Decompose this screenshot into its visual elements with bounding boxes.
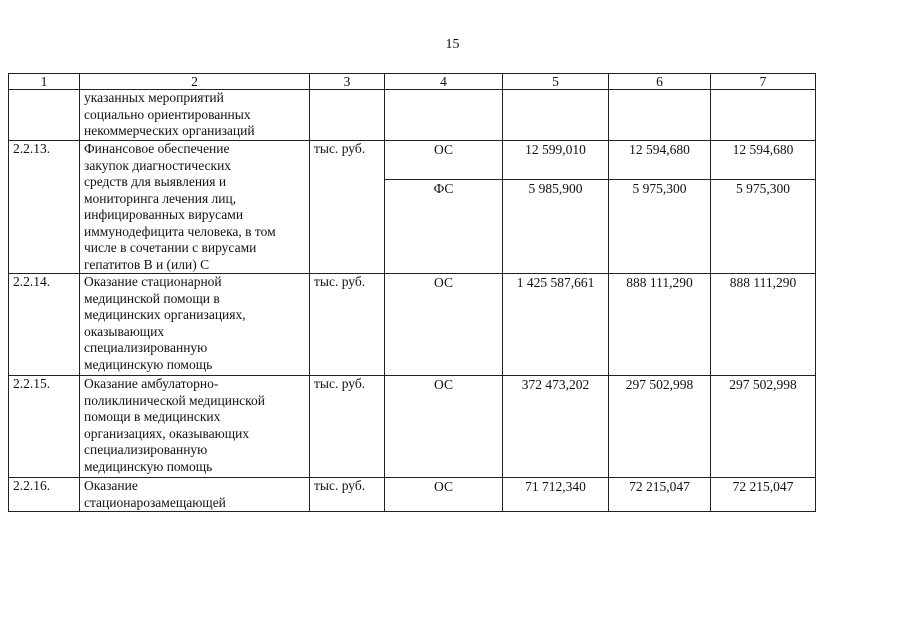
value-text: 372 473,202 <box>521 377 590 392</box>
row-value-col6 <box>609 179 711 273</box>
table-row-2-2-14 <box>9 274 816 376</box>
column-header-1: 1 <box>9 74 80 90</box>
value-text: 12 594,680 <box>732 142 794 157</box>
row-unit-cell: тыс. руб. <box>310 376 385 478</box>
value-text: 5 975,300 <box>632 180 687 196</box>
description-line: специализированную <box>84 340 208 355</box>
row-number-cell <box>9 90 80 141</box>
value-text: 297 502,998 <box>729 377 797 392</box>
row-description-cell <box>80 90 310 141</box>
description-line: Оказание амбулаторно- <box>84 376 219 391</box>
description-line: стационарозамещающей <box>84 494 226 510</box>
row-value-col7 <box>711 179 816 273</box>
value-text: 12 594,680 <box>629 142 690 157</box>
description-line: Финансовое обеспечение <box>84 141 230 156</box>
description-line: мониторинга лечения лиц, <box>84 190 237 206</box>
value-text: 5 985,900 <box>528 180 583 196</box>
row-description-cell <box>80 274 310 376</box>
row-source-cell <box>385 179 503 273</box>
column-header-5: 5 <box>503 74 609 90</box>
row-description-cell <box>80 478 310 512</box>
row-value-col7 <box>711 90 816 141</box>
row-source-cell <box>385 478 503 512</box>
row-number-cell: 2.2.16. <box>9 478 80 512</box>
column-header-4: 4 <box>385 74 503 90</box>
row-unit-cell: тыс. руб. <box>310 478 385 512</box>
page-number: 15 <box>445 37 460 52</box>
description-line: закупок диагностических <box>84 157 232 173</box>
table-row-2-2-15 <box>9 376 816 478</box>
source-code: ОС <box>434 479 453 494</box>
description-line: медицинскую помощь <box>84 458 213 474</box>
description-line: средств для выявления и <box>84 174 227 189</box>
row-value-col7 <box>711 274 816 376</box>
description-line: оказывающих <box>84 323 165 339</box>
source-code: ОС <box>434 142 453 157</box>
description-line: медицинской помощи в <box>84 290 220 306</box>
row-unit-cell: тыс. руб. <box>310 274 385 376</box>
table-row-2-2-16 <box>9 478 816 512</box>
row-value-col5 <box>503 90 609 141</box>
value-text: 12 599,010 <box>525 142 586 157</box>
column-header-7: 7 <box>711 74 816 90</box>
description-line: медицинскую помощь <box>84 356 213 372</box>
source-code: ФС <box>433 180 454 196</box>
row-value-col6 <box>609 90 711 141</box>
description-line: иммунодефицита человека, в том <box>84 223 276 239</box>
description-line: инфицированных вирусами <box>84 207 244 222</box>
table-row-2-2-13 <box>9 141 816 180</box>
row-value-col6 <box>609 376 711 478</box>
row-unit-cell: тыс. руб. <box>310 141 385 274</box>
row-source-cell <box>385 141 503 180</box>
value-text: 297 502,998 <box>625 377 694 392</box>
column-index-row <box>9 74 816 90</box>
description-line: числе в сочетании с вирусами <box>84 240 257 255</box>
column-header-6: 6 <box>609 74 711 90</box>
row-value-col6 <box>609 141 711 180</box>
row-number-cell: 2.2.14. <box>9 274 80 376</box>
row-value-col7 <box>711 376 816 478</box>
value-text: 72 215,047 <box>629 479 690 494</box>
row-source-cell <box>385 90 503 141</box>
value-text: 71 712,340 <box>525 479 586 494</box>
source-code: ОС <box>434 377 453 392</box>
budget-table <box>8 73 816 512</box>
description-line: помощи в медицинских <box>84 409 221 424</box>
row-value-col5 <box>503 274 609 376</box>
column-header-3: 3 <box>310 74 385 90</box>
source-code: ОС <box>434 275 453 290</box>
row-value-col7 <box>711 478 816 512</box>
description-line: некоммерческих организаций <box>84 123 255 138</box>
row-value-col5 <box>503 376 609 478</box>
description-line: поликлинической медицинской <box>84 392 266 408</box>
description-line: Оказание стационарной <box>84 274 222 289</box>
row-number-cell: 2.2.13. <box>9 141 80 274</box>
row-value-col5 <box>503 179 609 273</box>
description-line: медицинских организациях, <box>84 307 246 322</box>
value-text: 72 215,047 <box>732 479 794 494</box>
row-value-col6 <box>609 274 711 376</box>
value-text: 888 111,290 <box>626 275 693 290</box>
row-value-col5 <box>503 141 609 180</box>
description-line: гепатитов В и (или) С <box>84 256 210 272</box>
row-value-col7 <box>711 141 816 180</box>
row-source-cell <box>385 274 503 376</box>
row-number-cell: 2.2.15. <box>9 376 80 478</box>
value-text: 5 975,300 <box>736 180 790 196</box>
row-source-cell <box>385 376 503 478</box>
row-description-cell <box>80 376 310 478</box>
description-line: специализированную <box>84 442 208 457</box>
column-header-2: 2 <box>80 74 310 90</box>
description-line: организациях, оказывающих <box>84 425 250 441</box>
row-description-cell <box>80 141 310 274</box>
value-text: 1 425 587,661 <box>516 275 595 290</box>
row-unit-cell <box>310 90 385 141</box>
description-line: указанных мероприятий <box>84 90 224 105</box>
row-value-col6 <box>609 478 711 512</box>
table-row-continuation <box>9 90 816 141</box>
description-line: Оказание <box>84 478 138 493</box>
row-value-col5 <box>503 478 609 512</box>
description-line: социально ориентированных <box>84 106 251 122</box>
value-text: 888 111,290 <box>729 275 797 290</box>
